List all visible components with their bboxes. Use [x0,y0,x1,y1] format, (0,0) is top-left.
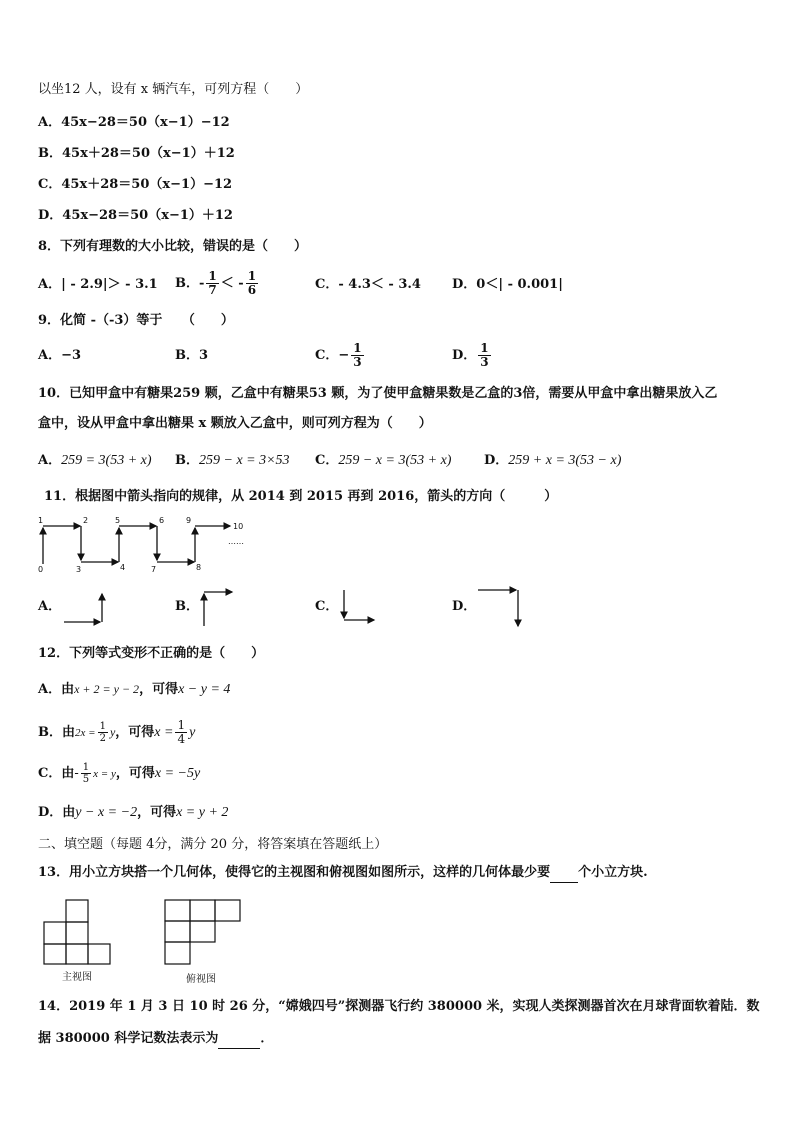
q10-option-a[interactable] [38,452,152,470]
q12-option-a[interactable] [38,680,230,699]
fraction: $\frac{1}{4}$ [177,718,186,746]
q8-option-a[interactable] [38,276,158,294]
option-text: 3 [199,348,209,363]
fraction: $\frac{1}{5}$ [82,762,90,785]
q11-arrow-pattern-figure [34,514,254,576]
q9-option-c[interactable] [315,338,366,374]
q14-line1: 14．2019 年 1 月 3 日 10 时 26 分，“嫦娥四号”探测器飞行约 380000 米，实现人类探测器首次在月球背面软着陆．数 [38,999,760,1014]
text-you: 由 [62,805,76,820]
q8-option-d[interactable] [452,276,563,294]
option-label: D． [38,805,63,820]
option-label: D． [484,453,509,468]
option-label: B． [38,146,62,161]
q11-option-c-arrow-icon[interactable] [338,586,380,628]
stem-text: ． [260,1031,274,1046]
text-kede: ，可得 [115,766,155,781]
q11-stem: 11．根据图中箭头指向的规律，从 2014 到 2015 再到 2016，箭头的方向（ ） [44,489,558,504]
option-text: | - 2.9|＞ - 3.1 [61,277,158,292]
relation: ＜ - [220,276,244,291]
figure-number: 1 [38,516,44,525]
minus-sign: − [338,348,350,363]
figure-number: 9 [186,516,192,525]
stem-text: 个小立方块. [578,865,648,880]
figure-number: 0 [38,565,44,574]
equation: x = y [93,768,116,780]
option-equation: 259 = 3(53 + x) [61,453,152,468]
text-kede: ，可得 [139,682,179,697]
q9-option-d[interactable] [452,338,493,374]
fraction: $\frac{1}{2}$ [99,721,106,744]
q11-option-b-arrow-icon[interactable] [198,586,238,628]
figure-number: 8 [196,563,202,572]
option-label: B． [175,276,199,291]
option-equation: 259 + x = 3(53 − x) [508,453,622,468]
option-label: A． [38,115,62,130]
q13-front-view-figure [40,898,124,966]
q9-option-a[interactable] [38,347,81,365]
q12-option-c[interactable] [38,756,200,792]
figure-dots: …… [228,537,244,546]
q10-option-c[interactable] [315,452,451,470]
figure-number: 10 [233,522,244,531]
top-view-caption: 俯视图 [186,974,216,985]
q11-option-d-label[interactable]: D． [452,599,477,614]
q8-option-b[interactable] [175,266,260,302]
equation: x = −5y [154,766,201,781]
q11-option-b-label[interactable]: B． [175,599,199,614]
figure-number: 5 [115,516,121,525]
variable: y [189,725,196,740]
option-label: D． [38,208,63,223]
equation: x = [154,725,174,740]
equation: x + 2 = y − 2 [74,682,140,696]
q13-top-view-figure [162,898,244,966]
front-view-caption: 主视图 [62,972,92,983]
q7-option-d[interactable] [38,207,233,225]
q12-option-b[interactable] [38,714,195,751]
figure-number: 2 [83,516,89,525]
text-you: 由 [62,725,76,740]
answer-blank[interactable] [550,864,578,883]
equation: x − y = 4 [178,682,231,697]
q7-option-a[interactable] [38,114,230,132]
answer-blank[interactable] [218,1030,260,1049]
minus-sign: - [74,766,79,781]
equation: x = y + 2 [176,805,229,820]
q10-stem-line2: 盒中，设从甲盒中拿出糖果 x 颗放入乙盒中，则可列方程为（ ） [38,416,432,431]
section-heading: 二、填空题（每题 4分，满分 20 分，将答案填在答题纸上） [38,837,388,852]
option-label: C． [315,453,339,468]
option-text: 45x＋28＝50（x−1）＋12 [62,146,235,161]
fraction: $\frac{1}{7}$ [208,269,217,297]
q11-option-a-label[interactable]: A． [38,599,62,614]
stem-text: 据 380000 科学记数法表示为 [38,1031,219,1046]
q10-option-b[interactable] [175,452,290,470]
option-text: 45x−28＝50（x−1）−12 [61,115,230,130]
option-label: A． [38,453,62,468]
q7-option-c[interactable] [38,176,232,194]
q7-stem: 以坐12 人，设有 x 辆汽车，可列方程（ ） [38,82,309,97]
fraction: $\frac{1}{3}$ [353,341,362,369]
q13-stem [38,864,648,883]
text-kede: ，可得 [137,805,177,820]
q11-option-d-arrow-icon[interactable] [476,584,526,632]
option-text: 0＜| - 0.001| [476,277,563,292]
q8-option-c[interactable] [315,276,421,294]
text-you: 由 [61,682,75,697]
figure-number: 7 [151,565,157,574]
q11-option-c-label[interactable]: C． [315,599,339,614]
q12-stem: 12．下列等式变形不正确的是（ ） [38,646,265,661]
q9-option-b[interactable] [175,347,208,365]
option-label: C． [315,348,339,363]
q9-stem: 9．化简 -（-3）等于 （ ） [38,313,234,328]
option-text: - 4.3＜ - 3.4 [338,277,421,292]
option-equation: 259 − x = 3(53 + x) [338,453,452,468]
equation: 2x = [75,727,96,739]
q10-option-d[interactable] [484,452,621,470]
q14-line2 [38,1030,273,1049]
option-label: A． [38,348,62,363]
option-label: A． [38,682,62,697]
option-label: A． [38,277,62,292]
q10-stem-line1: 10．已知甲盒中有糖果259 颗，乙盒中有糖果53 颗，为了使甲盒糖果数是乙盒的3倍，需要从甲盒中拿出糖果放入乙 [38,386,718,401]
figure-number: 3 [76,565,82,574]
fraction: $\frac{1}{6}$ [247,269,257,297]
stem-text: 13．用小立方块搭一个几何体，使得它的主视图和俯视图如图所示，这样的几何体最少要 [38,865,551,880]
option-text: 45x＋28＝50（x−1）−12 [61,177,233,192]
option-label: C． [38,766,62,781]
minus-sign: - [199,276,205,291]
fraction: $\frac{1}{3}$ [480,341,489,369]
q12-option-d[interactable] [38,804,228,822]
text-you: 由 [61,766,75,781]
option-label: D． [452,277,477,292]
option-text: −3 [61,348,82,363]
option-label: B． [175,453,199,468]
option-label: D． [452,348,477,363]
q7-option-b[interactable] [38,145,235,163]
option-text: 45x−28＝50（x−1）＋12 [62,208,233,223]
option-equation: 259 − x = 3×53 [199,453,290,468]
option-label: B． [38,725,62,740]
option-label: C． [38,177,62,192]
q11-option-a-arrow-icon[interactable] [62,588,108,628]
option-label: C． [315,277,339,292]
variable: y [109,725,116,739]
figure-number: 4 [120,563,126,572]
option-label: B． [175,348,199,363]
q8-stem: 8．下列有理数的大小比较，错误的是（ ） [38,239,308,254]
figure-number: 6 [159,516,165,525]
equation: y − x = −2 [75,805,138,820]
text-kede: ，可得 [115,725,155,740]
